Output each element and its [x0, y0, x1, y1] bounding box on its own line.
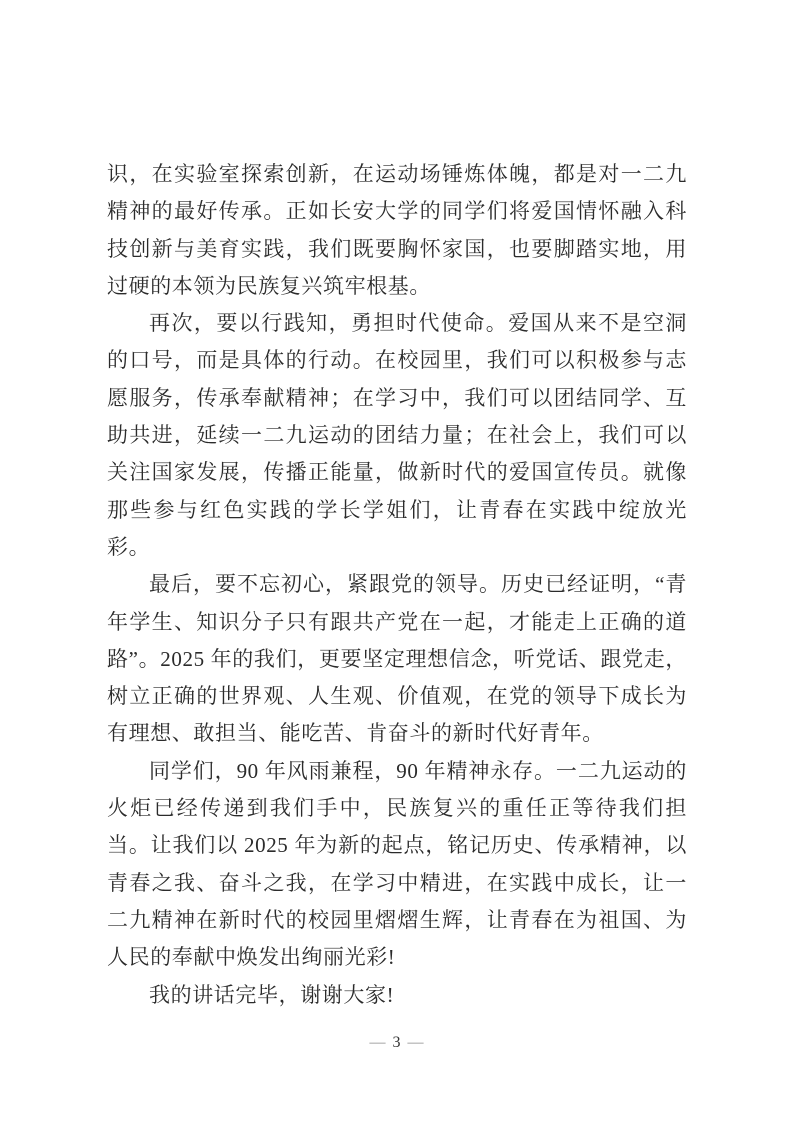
- page-number: 3: [392, 1034, 401, 1051]
- footer-dash-left: —: [369, 1034, 386, 1051]
- footer-dash-right: —: [407, 1034, 424, 1051]
- page-footer: [0, 1033, 793, 1053]
- document-body: [107, 156, 687, 1014]
- paragraph-tongxuemen: 同学们，90 年风雨兼程，90 年精神永存。一二九运动的火炬已经传递到我们手中，民族复兴的重任正等待我们担当。让我们以 2025 年为新的起点，铭记历史、传承精神，以青春之我、奋斗之我，在学习中精进，在实践中成长，让一二九精神在新时代的校园里熠熠生辉，让青春在为祖国、为人民的奉献中焕发出绚丽光彩!: [107, 758, 687, 970]
- paragraph-closing: 我的讲话完毕，谢谢大家!: [149, 982, 395, 1007]
- paragraph-zuihou: 最后，要不忘初心，紧跟党的领导。历史已经证明，“青年学生、知识分子只有跟共产党在一起，才能走上正确的道路”。2025 年的我们，更要坚定理想信念，听党话、跟党走，树立正确的世界观、人生观、价值观，在党的领导下成长为有理想、敢担当、能吃苦、肯奋斗的新时代好青年。: [107, 572, 687, 746]
- paragraph-zaici: 再次，要以行践知，勇担时代使命。爱国从来不是空洞的口号，而是具体的行动。在校园里，我们可以积极参与志愿服务，传承奉献精神；在学习中，我们可以团结同学、互助共进，延续一二九运动的团结力量；在社会上，我们可以关注国家发展，传播正能量，做新时代的爱国宣传员。就像那些参与红色实践的学长学姐们，让青春在实践中绽放光彩。: [107, 311, 687, 559]
- paragraph-continuation: 识，在实验室探索创新，在运动场锤炼体魄，都是对一二九精神的最好传承。正如长安大学的同学们将爱国情怀融入科技创新与美育实践，我们既要胸怀家国，也要脚踏实地，用过硬的本领为民族复兴筑牢根基。: [107, 162, 687, 298]
